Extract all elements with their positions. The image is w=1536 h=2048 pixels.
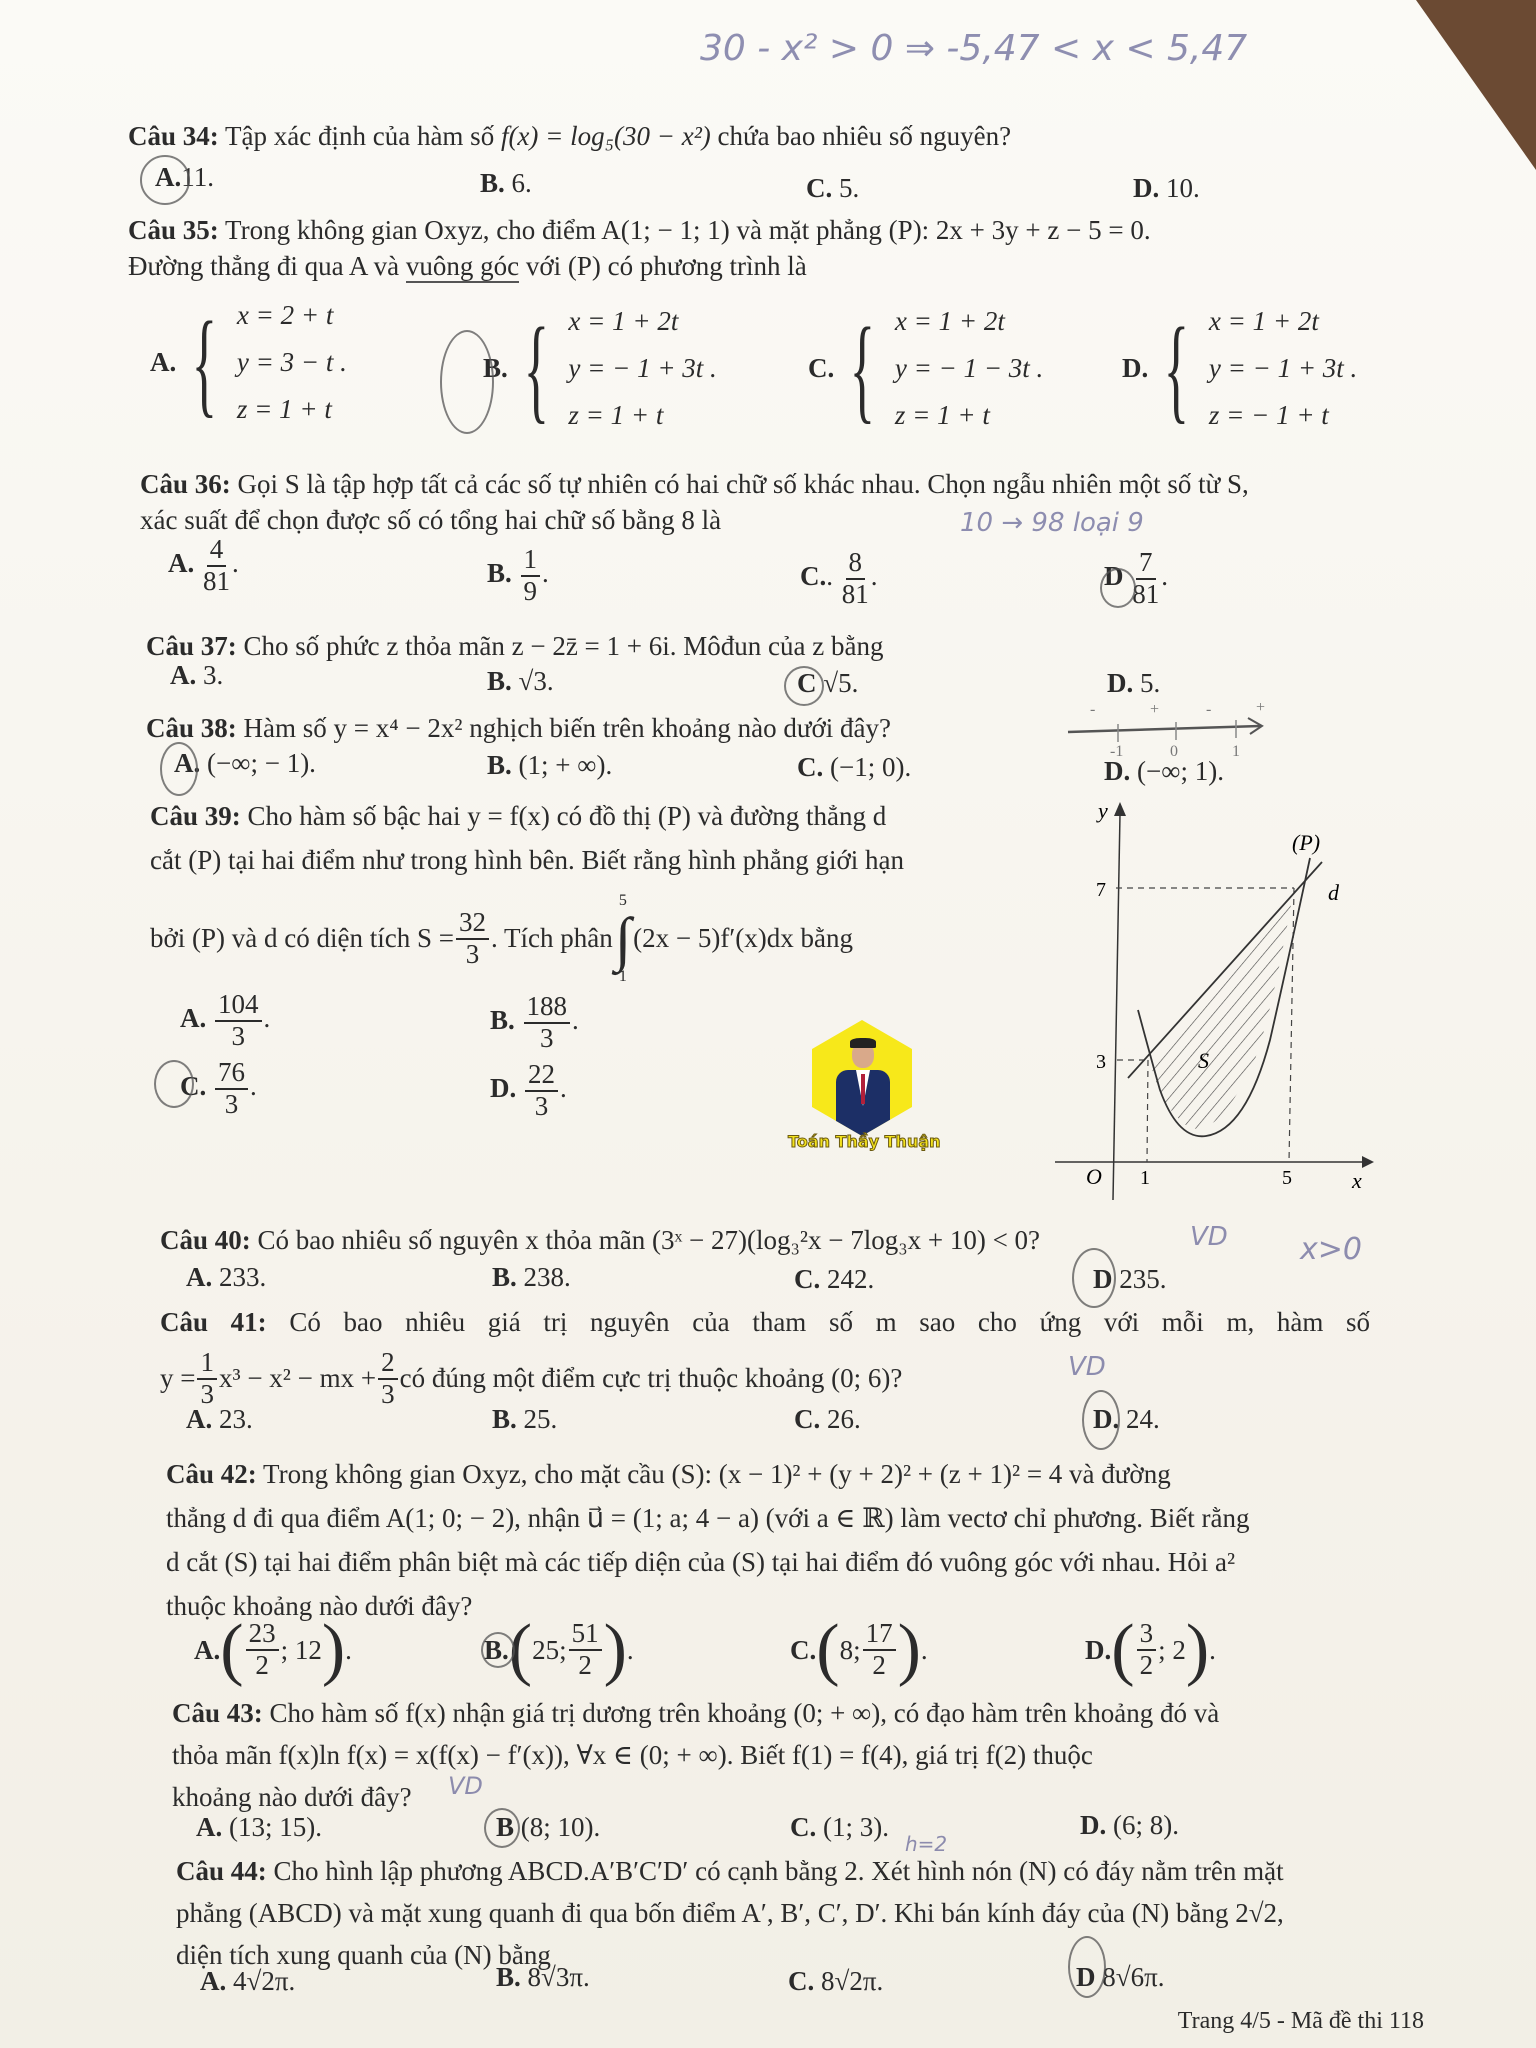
q38-option-c[interactable]: C. (−1; 0). (797, 752, 912, 782)
svg-text:1: 1 (1140, 1167, 1150, 1189)
q44-option-b[interactable]: B. 8√3π. (496, 1962, 590, 1992)
q40-option-c[interactable]: C. 242. (794, 1264, 875, 1294)
q43-option-a[interactable]: A. (13; 15). (196, 1812, 322, 1842)
q39-option-d[interactable]: D. $\frac{22}{3}$ . (490, 1059, 567, 1121)
question-44: Câu 44: Cho hình lập phương ABCD.A′B′C′D′ có cạnh bằng 2. Xét hình nón (N) có đáy nằm trên mặt phẳng (ABCD) và mặt xung quanh đi qua bốn điểm A′, B′, C′, D′. Khi bán kính đáy của (N) bằng 2√2, diện tích xung quanh của (N) bằng (176, 1856, 1284, 1970)
answer-circle (784, 666, 824, 706)
q36-option-a[interactable]: A. $\frac{4}{81}$ . (168, 534, 239, 596)
handwritten-note-q44: h=2 (905, 1832, 948, 1856)
handwritten-note-q40-condition: x>0 (1300, 1232, 1362, 1267)
q42-option-d[interactable]: D. ( $\frac{3}{2}$ ; 2 ) . (1085, 1611, 1216, 1688)
q38-option-d[interactable]: D. (−∞; 1). (1104, 756, 1224, 786)
q35-option-a[interactable]: A. { x = 2 + t y = 3 − t . z = 1 + t (150, 296, 347, 428)
q40-option-d[interactable]: D 235. (1093, 1264, 1167, 1294)
q38-option-b[interactable]: B. (1; + ∞). (487, 750, 613, 780)
teacher-logo (812, 1020, 912, 1136)
q36-option-b[interactable]: B. $\frac{1}{9}$ . (487, 544, 549, 606)
q34-option-d[interactable]: D. 10. (1133, 173, 1200, 203)
q34-option-b[interactable]: B. 6. (480, 168, 532, 198)
svg-text:d: d (1328, 880, 1339, 905)
svg-text:x: x (1352, 1168, 1362, 1193)
q37-option-b[interactable]: B. √3. (487, 666, 554, 696)
q35-option-d[interactable]: D. { x = 1 + 2t y = − 1 + 3t . z = − 1 + t (1122, 302, 1358, 434)
q35-option-b[interactable]: B. { x = 1 + 2t y = − 1 + 3t . z = 1 + t (483, 302, 717, 434)
svg-text:-: - (1206, 701, 1212, 718)
question-39: Câu 39: Cho hàm số bậc hai y = f(x) có đồ thị (P) và đường thẳng d cắt (P) tại hai điểm như trong hình bên. Biết rằng hình phẳng giới hạn (150, 801, 905, 876)
q42-option-b[interactable]: B. ( 25; $\frac{51}{2}$ ) . (484, 1611, 634, 1688)
answer-circle (140, 155, 190, 205)
question-37: Câu 37: Cho số phức z thỏa mãn z − 2z̄ = 1 + 6i. Môđun của z bằng (146, 631, 884, 661)
svg-text:3: 3 (1096, 1051, 1106, 1073)
question-41-formula: y = $\frac{1}{3}$ x³ − x² − mx + $\frac{2}{3}$ có đúng một điểm cực trị thuộc khoảng (0; 6)? (160, 1347, 903, 1409)
q44-option-d[interactable]: D 8√6π. (1076, 1962, 1165, 1992)
svg-text:O: O (1086, 1164, 1102, 1189)
integral-sign: 5 ∫ 1 (614, 892, 632, 985)
svg-text:-1: -1 (1110, 743, 1124, 760)
question-41: Câu 41: Có bao nhiêu giá trị nguyên của tham số m sao cho ứng với mỗi m, hàm số (160, 1307, 1370, 1337)
page-footer: Trang 4/5 - Mã đề thi 118 (1177, 2008, 1424, 2034)
q39-option-a[interactable]: A. $\frac{104}{3}$ . (180, 989, 271, 1051)
parabola-line-figure (1040, 800, 1380, 1200)
svg-text:(P): (P) (1292, 830, 1321, 855)
q44-option-a[interactable]: A. 4√2π. (200, 1966, 296, 1996)
answer-circle (1100, 568, 1136, 608)
q37-option-a[interactable]: A. 3. (170, 660, 224, 690)
svg-text:+: + (1256, 700, 1266, 716)
svg-text:-: - (1090, 701, 1096, 718)
answer-circle (160, 742, 198, 796)
svg-text:5: 5 (1282, 1167, 1292, 1189)
question-36: Câu 36: Gọi S là tập hợp tất cả các số tự nhiên có hai chữ số khác nhau. Chọn ngẫu nhiên một số từ S, xác suất để chọn được số có tổng hai chữ số bằng 8 là (140, 469, 1249, 536)
handwritten-number-line (1060, 700, 1270, 760)
q34-option-c[interactable]: C. 5. (806, 173, 860, 203)
watermark-text: Toán Thầy Thuận (788, 1132, 941, 1151)
answer-circle (154, 1060, 194, 1108)
answer-circle (1068, 1936, 1106, 1998)
q41-option-d[interactable]: D. 24. (1093, 1404, 1160, 1434)
handwritten-note-domain: 30 - x² > 0 ⇒ -5,47 < x < 5,47 (700, 28, 1248, 69)
q39-option-c[interactable]: C. $\frac{76}{3}$ . (180, 1057, 257, 1119)
q36-option-d[interactable]: D $\frac{7}{81}$ . (1104, 547, 1168, 609)
q44-option-c[interactable]: C. 8√2π. (788, 1966, 884, 1996)
handwritten-note-q41: VD (1068, 1352, 1106, 1382)
table-corner-background (1416, 0, 1536, 170)
answer-circle (440, 330, 494, 434)
svg-text:y: y (1098, 800, 1108, 823)
q41-option-c[interactable]: C. 26. (794, 1404, 861, 1434)
q38-option-a[interactable]: A. (−∞; − 1). (174, 748, 316, 778)
q36-option-c[interactable]: C.. $\frac{8}{81}$ . (800, 547, 878, 609)
answer-circle (484, 1808, 520, 1848)
q35-option-c[interactable]: C. { x = 1 + 2t y = − 1 − 3t . z = 1 + t (808, 302, 1044, 434)
svg-text:7: 7 (1096, 879, 1106, 901)
q34-option-a[interactable]: A.11. (155, 162, 214, 192)
question-43: Câu 43: Cho hàm số f(x) nhận giá trị dương trên khoảng (0; + ∞), có đạo hàm trên khoảng đó và thỏa mãn f(x)ln f(x) = x(f(x) − f′(x)), ∀x ∈ (0; + ∞). Biết f(1) = f(4), giá trị f(2) thuộc khoảng nào dưới đây? (172, 1698, 1220, 1812)
q41-option-a[interactable]: A. 23. (186, 1404, 253, 1434)
q37-option-c[interactable]: C √5. (797, 668, 859, 698)
question-35: Câu 35: Trong không gian Oxyz, cho điểm A(1; − 1; 1) và mặt phẳng (P): 2x + 3y + z − 5 = 0. Đường thẳng đi qua A và vuông góc với (P) có phương trình là (128, 215, 1151, 282)
question-42: Câu 42: Trong không gian Oxyz, cho mặt cầu (S): (x − 1)² + (y + 2)² + (z + 1)² = 4 và đường thẳng d đi qua điểm A(1; 0; − 2), nhận u⃗ = (1; a; 4 − a) (với a ∈ ℝ) làm vectơ chỉ phương. Biết rằng d cắt (S) tại hai điểm phân biệt mà các tiếp diện của (S) tại hai điểm đó vuông góc với nhau. Hỏi a² thuộc khoảng nào dưới đây? (166, 1459, 1250, 1621)
svg-text:0: 0 (1170, 743, 1178, 760)
handwritten-note-q36: 10 → 98 loại 9 (960, 508, 1144, 538)
q41-option-b[interactable]: B. 25. (492, 1404, 558, 1434)
question-34: Câu 34: Tập xác định của hàm số f(x) = log₅(30 − x²) chứa bao nhiêu số nguyên? (128, 121, 1012, 151)
handwritten-note-q43: VD (448, 1772, 483, 1800)
question-40: Câu 40: Có bao nhiêu số nguyên x thỏa mãn (3ˣ − 27)(log₃²x − 7log₃x + 10) < 0? (160, 1225, 1041, 1255)
handwritten-note-q40: VD (1190, 1222, 1228, 1252)
svg-text:+: + (1150, 701, 1160, 718)
q39-option-b[interactable]: B. $\frac{188}{3}$ . (490, 991, 579, 1053)
q43-option-d[interactable]: D. (6; 8). (1080, 1810, 1179, 1840)
svg-text:S: S (1198, 1048, 1209, 1073)
q43-option-b[interactable]: B (8; 10). (496, 1812, 601, 1842)
q37-option-d[interactable]: D. 5. (1107, 668, 1161, 698)
answer-circle (1072, 1248, 1116, 1308)
question-38: Câu 38: Hàm số y = x⁴ − 2x² nghịch biến trên khoảng nào dưới đây? (146, 713, 892, 743)
answer-circle (1082, 1390, 1120, 1450)
q40-option-b[interactable]: B. 238. (492, 1262, 571, 1292)
question-39-integral-line: bởi (P) và d có diện tích S = $\frac{32}{3}$ . Tích phân 5 ∫ 1 (2x − 5)f′(x)dx bằng (150, 890, 853, 987)
y-axis (1113, 814, 1120, 1200)
q42-option-a[interactable]: A. ( $\frac{23}{2}$ ; 12 ) . (194, 1611, 352, 1688)
answer-circle (481, 1632, 515, 1668)
q42-option-c[interactable]: C. ( 8; $\frac{17}{2}$ ) . (790, 1611, 928, 1688)
q43-option-c[interactable]: C. (1; 3). (790, 1812, 889, 1842)
svg-text:1: 1 (1232, 743, 1240, 760)
q40-option-a[interactable]: A. 233. (186, 1262, 267, 1292)
